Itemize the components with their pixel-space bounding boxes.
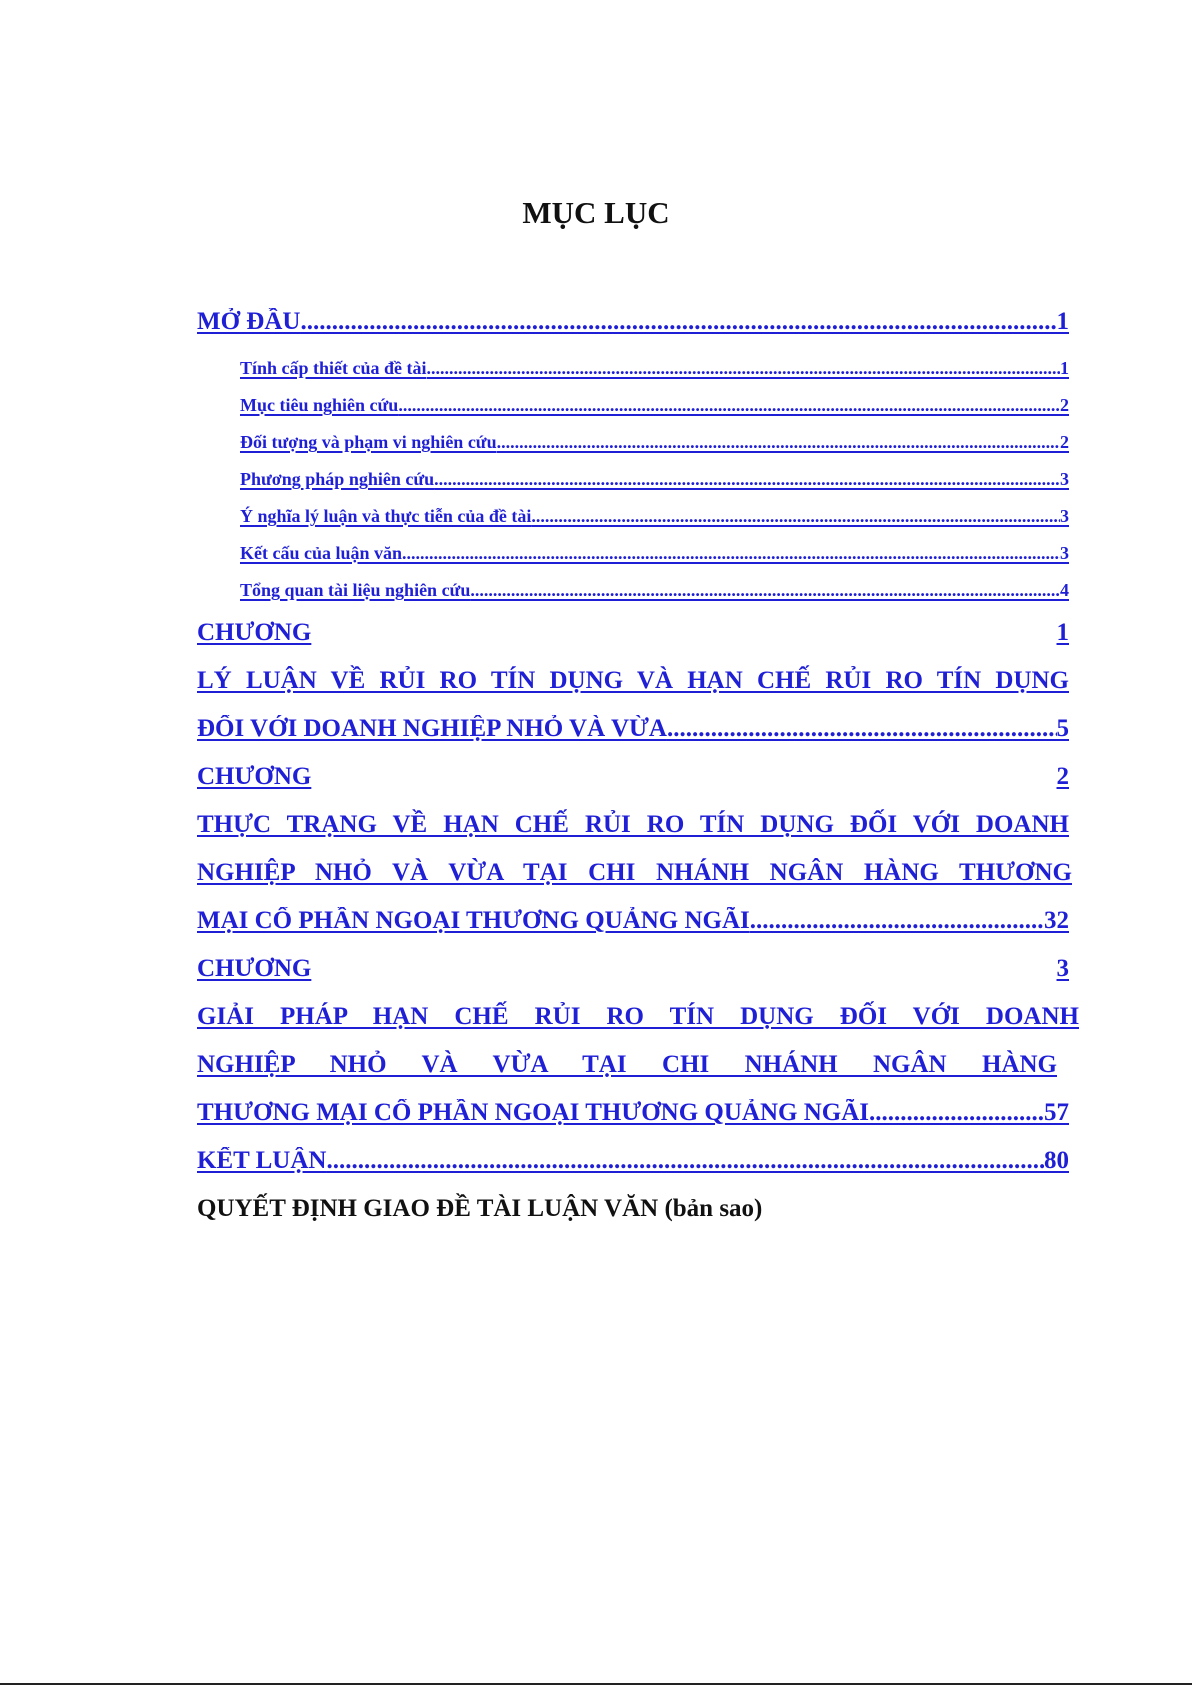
- toc-page-number: 3: [1060, 469, 1069, 489]
- dot-leader: [470, 580, 1060, 601]
- chapter-word: CHƯƠNG: [197, 763, 312, 790]
- chapter-number: 3: [1056, 955, 1069, 982]
- toc-link-sub[interactable]: [240, 358, 1069, 379]
- toc-label: Phương pháp nghiên cứu: [240, 469, 435, 489]
- toc-page-number: 1: [1056, 308, 1069, 335]
- toc-link-chapter-2-end[interactable]: [197, 907, 1069, 935]
- toc-page-number: 1: [1060, 358, 1069, 378]
- toc-link-ket-luan[interactable]: [197, 1147, 1069, 1175]
- dot-leader: [300, 308, 1056, 336]
- toc-label: Mục tiêu nghiên cứu: [240, 395, 399, 415]
- toc-link-sub[interactable]: [240, 580, 1069, 601]
- chapter-word: CHƯƠNG: [197, 619, 312, 646]
- dot-leader: [750, 907, 1044, 935]
- toc-label: Đối tượng và phạm vi nghiên cứu: [240, 432, 497, 452]
- dot-leader: [398, 395, 1060, 416]
- toc-chapter-3-title-line[interactable]: GIẢI PHÁP HẠN CHẾ RỦI RO TÍN DỤNG ĐỐI VỚI DOANH: [197, 1003, 1079, 1030]
- toc-page-number: 2: [1060, 432, 1069, 452]
- toc-page-number: 57: [1044, 1099, 1069, 1126]
- dot-leader: [531, 506, 1060, 527]
- toc-label: MẠI CỔ PHẦN NGOẠI THƯƠNG QUẢNG NGÃI: [197, 907, 750, 934]
- page-title: MỤC LỤC: [522, 195, 670, 230]
- toc-link-chapter-3-end[interactable]: [197, 1099, 1069, 1127]
- toc-page-number: 80: [1044, 1147, 1069, 1174]
- toc-page-number: 3: [1060, 506, 1069, 526]
- toc-link-chapter-1-end[interactable]: [197, 715, 1069, 743]
- toc-label: MỞ ĐẦU: [197, 308, 301, 335]
- dot-leader: [402, 543, 1060, 564]
- toc-label: KẾT LUẬN: [197, 1147, 327, 1174]
- dot-leader: [497, 432, 1060, 453]
- toc-link-sub[interactable]: [240, 395, 1069, 416]
- toc-link-mo-dau[interactable]: [197, 308, 1069, 336]
- toc-link-sub[interactable]: [240, 506, 1069, 527]
- toc-label: Kết cấu của luận văn: [240, 543, 403, 563]
- toc-link-chapter-1[interactable]: [197, 619, 1069, 647]
- dot-leader: [667, 715, 1057, 743]
- chapter-number: 2: [1056, 763, 1069, 790]
- toc-label: Tổng quan tài liệu nghiên cứu: [240, 580, 471, 600]
- toc-link-sub[interactable]: [240, 432, 1069, 453]
- toc-chapter-2-title-line[interactable]: NGHIỆP NHỎ VÀ VỪA TẠI CHI NHÁNH NGÂN HÀNG THƯƠNG: [197, 859, 1072, 886]
- toc-page-number: 4: [1060, 580, 1069, 600]
- toc-page-number: 5: [1056, 715, 1069, 742]
- toc-link-sub[interactable]: [240, 469, 1069, 490]
- toc-page-number: 32: [1044, 907, 1069, 934]
- toc-link-chapter-3[interactable]: [197, 955, 1069, 983]
- toc-link-sub[interactable]: [240, 543, 1069, 564]
- toc-chapter-1-title-line[interactable]: LÝ LUẬN VỀ RỦI RO TÍN DỤNG VÀ HẠN CHẾ RỦI RO TÍN DỤNG: [197, 667, 1069, 694]
- toc-label: THƯƠNG MẠI CỔ PHẦN NGOẠI THƯƠNG QUẢNG NGÃI: [197, 1099, 869, 1126]
- toc-label: Tính cấp thiết của đề tài: [240, 358, 427, 378]
- chapter-word: CHƯƠNG: [197, 955, 312, 982]
- dot-leader: [869, 1099, 1044, 1127]
- dot-leader: [434, 469, 1060, 490]
- toc-chapter-2-title-line[interactable]: THỰC TRẠNG VỀ HẠN CHẾ RỦI RO TÍN DỤNG ĐỐI VỚI DOANH: [197, 811, 1069, 838]
- toc-label: Ý nghĩa lý luận và thực tiễn của đề tài: [240, 506, 532, 526]
- toc-chapter-3-title-line[interactable]: NGHIỆP NHỎ VÀ VỪA TẠI CHI NHÁNH NGÂN HÀNG: [197, 1051, 1057, 1078]
- toc-link-chapter-2[interactable]: [197, 763, 1069, 791]
- dot-leader: [427, 358, 1060, 379]
- chapter-number: 1: [1056, 619, 1069, 646]
- toc-page-number: 3: [1060, 543, 1069, 563]
- dot-leader: [326, 1147, 1044, 1175]
- toc-label: ĐỐI VỚI DOANH NGHIỆP NHỎ VÀ VỪA: [197, 715, 667, 742]
- toc-appendix-entry: QUYẾT ĐỊNH GIAO ĐỀ TÀI LUẬN VĂN (bản sao): [197, 1195, 763, 1222]
- toc-page-number: 2: [1060, 395, 1069, 415]
